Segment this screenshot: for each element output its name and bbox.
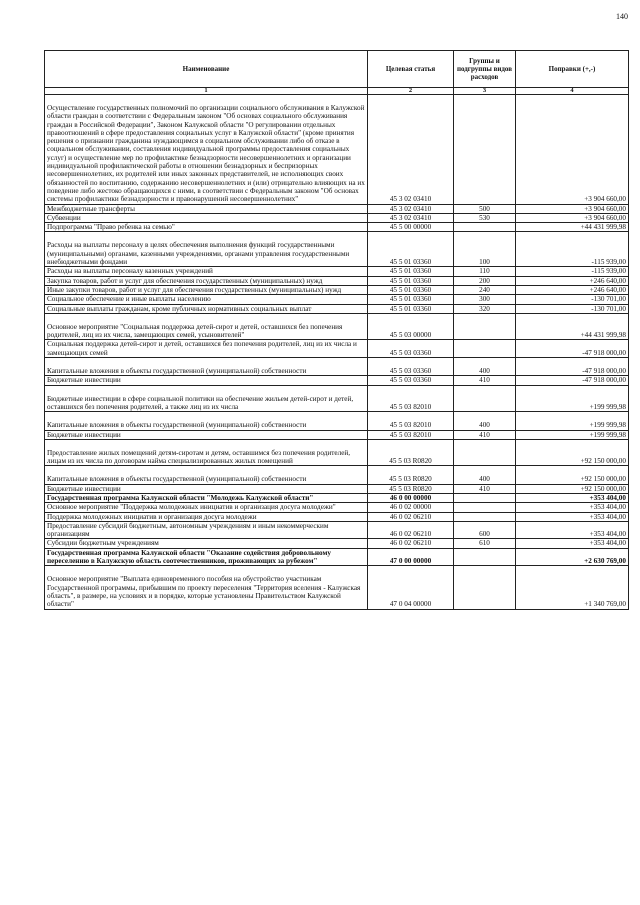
row-code: 45 3 02 03410	[368, 213, 454, 222]
row-amount: -115 939,00	[516, 267, 629, 276]
row-name: Социальные выплаты гражданам, кроме публичных нормативных социальных выплат	[45, 304, 368, 313]
row-group	[454, 566, 516, 609]
row-group: 530	[454, 213, 516, 222]
row-name: Субсидии бюджетным учреждениям	[45, 539, 368, 548]
row-amount: +92 150 000,00	[516, 466, 629, 484]
column-number-row	[45, 88, 629, 95]
row-name: Бюджетные инвестиции в сфере социальной политики на обеспечение жильем детей-сирот и детей, оставшихся без попечения родителей, а также лиц из их числа	[45, 385, 368, 412]
row-amount: -47 918 000,00	[516, 340, 629, 358]
row-code: 46 0 02 00000	[368, 503, 454, 512]
table-row	[45, 376, 629, 385]
row-group	[454, 223, 516, 232]
row-code: 45 3 02 03410	[368, 95, 454, 205]
row-name: Капитальные вложения в объекты государственной (муниципальной) собственности	[45, 358, 368, 376]
row-code: 46 0 02 06210	[368, 512, 454, 521]
row-group: 610	[454, 539, 516, 548]
row-code: 45 5 03 82010	[368, 430, 454, 439]
row-code: 45 5 01 03360	[368, 276, 454, 285]
row-amount: -115 939,00	[516, 232, 629, 267]
table-header-row	[45, 51, 629, 88]
row-group: 400	[454, 466, 516, 484]
row-code: 46 0 02 06210	[368, 539, 454, 548]
table-row	[45, 566, 629, 609]
row-amount: +2 630 769,00	[516, 548, 629, 566]
table-row	[45, 213, 629, 222]
row-amount: +199 999,98	[516, 412, 629, 430]
table-row	[45, 232, 629, 267]
row-amount: +3 904 660,00	[516, 213, 629, 222]
row-amount: +353 404,00	[516, 512, 629, 521]
row-amount: +1 340 769,00	[516, 566, 629, 609]
table-row	[45, 466, 629, 484]
row-group	[454, 548, 516, 566]
table-row	[45, 340, 629, 358]
row-code: 47 0 00 00000	[368, 548, 454, 566]
row-name: Капитальные вложения в объекты государственной (муниципальной) собственности	[45, 412, 368, 430]
row-code: 45 5 03 00000	[368, 313, 454, 340]
row-code: 45 5 01 03360	[368, 285, 454, 294]
column-number: 2	[368, 88, 454, 95]
row-amount: -130 701,00	[516, 304, 629, 313]
row-group: 400	[454, 412, 516, 430]
column-number: 1	[45, 88, 368, 95]
row-name: Основное мероприятие "Поддержка молодежных инициатив и организация досуга молодежи"	[45, 503, 368, 512]
row-name: Поддержка молодежных инициатив и организация досуга молодежи	[45, 512, 368, 521]
row-group	[454, 512, 516, 521]
row-group: 200	[454, 276, 516, 285]
table-row	[45, 503, 629, 512]
row-name: Закупка товаров, работ и услуг для обеспечения государственных (муниципальных) нужд	[45, 276, 368, 285]
table-row	[45, 385, 629, 412]
row-amount: -47 918 000,00	[516, 376, 629, 385]
column-number: 4	[516, 88, 629, 95]
row-name: Предоставление жилых помещений детям-сиротам и детям, оставшимся без попечения родителей, лицам из их числа по договорам найма специализированных жилых помещений	[45, 439, 368, 466]
row-amount: +92 150 000,00	[516, 484, 629, 493]
row-amount: +3 904 660,00	[516, 204, 629, 213]
row-code: 45 5 03 R0820	[368, 484, 454, 493]
row-group: 110	[454, 267, 516, 276]
row-amount: +199 999,98	[516, 430, 629, 439]
row-amount: -47 918 000,00	[516, 358, 629, 376]
row-name: Бюджетные инвестиции	[45, 484, 368, 493]
table-row	[45, 304, 629, 313]
row-group	[454, 493, 516, 502]
table-row	[45, 548, 629, 566]
row-name: Государственная программа Калужской области "Молодежь Калужской области"	[45, 493, 368, 502]
row-name: Бюджетные инвестиции	[45, 430, 368, 439]
row-name: Социальная поддержка детей-сирот и детей, оставшихся без попечения родителей, лиц из их числа и замещающих семей	[45, 340, 368, 358]
row-group: 410	[454, 376, 516, 385]
row-amount: +199 999,98	[516, 385, 629, 412]
row-name: Капитальные вложения в объекты государственной (муниципальной) собственности	[45, 466, 368, 484]
row-group: 500	[454, 204, 516, 213]
row-amount: +353 404,00	[516, 539, 629, 548]
row-code: 45 3 02 03410	[368, 204, 454, 213]
table-row	[45, 412, 629, 430]
row-amount: +3 904 660,00	[516, 95, 629, 205]
row-amount: -130 701,00	[516, 295, 629, 304]
row-group: 300	[454, 295, 516, 304]
row-code: 45 5 00 00000	[368, 223, 454, 232]
page-number: 140	[616, 12, 628, 21]
row-amount: +44 431 999,98	[516, 223, 629, 232]
table-row	[45, 313, 629, 340]
row-amount: +246 640,00	[516, 285, 629, 294]
row-group	[454, 313, 516, 340]
row-code: 45 5 03 R0820	[368, 439, 454, 466]
row-group: 410	[454, 484, 516, 493]
row-group: 240	[454, 285, 516, 294]
row-code: 45 5 03 82010	[368, 385, 454, 412]
row-name: Государственная программа Калужской области "Оказание содействия добровольному переселению в Калужскую область соотечественников, проживающих за рубежом"	[45, 548, 368, 566]
row-code: 46 0 00 00000	[368, 493, 454, 502]
row-code: 45 5 01 03360	[368, 304, 454, 313]
row-name: Расходы на выплаты персоналу в целях обеспечения выполнения функций государственными (муниципальными) органами, казенными учреждениями, органами управления государственными внебюджетными фондами	[45, 232, 368, 267]
header-name: Наименование	[45, 51, 368, 88]
row-name: Основное мероприятие "Социальная поддержка детей-сирот и детей, оставшихся без попечения родителей, лиц из их числа, замещающих семей, усыновителей"	[45, 313, 368, 340]
header-code: Целевая статья	[368, 51, 454, 88]
table-row	[45, 430, 629, 439]
table-body	[45, 95, 629, 610]
row-group: 410	[454, 430, 516, 439]
row-name: Иные закупки товаров, работ и услуг для обеспечения государственных (муниципальных) нужд	[45, 285, 368, 294]
row-amount: +353 404,00	[516, 493, 629, 502]
row-name: Бюджетные инвестиции	[45, 376, 368, 385]
row-amount: +246 640,00	[516, 276, 629, 285]
row-name: Предоставление субсидий бюджетным, автономным учреждениям и иным некоммерческим организациям	[45, 521, 368, 539]
table-row	[45, 484, 629, 493]
row-name: Основное мероприятие "Выплата единовременного пособия на обустройство участникам Государственной программы, прибывшим по проекту переселения "Территория вселения - Калужская область", в размере, на условиях и в порядке, которые установлены Правительством Калужской области"	[45, 566, 368, 609]
row-group	[454, 439, 516, 466]
row-name: Расходы на выплаты персоналу казенных учреждений	[45, 267, 368, 276]
table-row	[45, 512, 629, 521]
row-name: Субвенции	[45, 213, 368, 222]
row-group: 320	[454, 304, 516, 313]
row-group: 400	[454, 358, 516, 376]
row-group	[454, 503, 516, 512]
column-number: 3	[454, 88, 516, 95]
table-row	[45, 521, 629, 539]
table-row	[45, 285, 629, 294]
row-code: 45 5 03 R0820	[368, 466, 454, 484]
table-row	[45, 267, 629, 276]
row-group	[454, 340, 516, 358]
row-code: 45 5 01 03360	[368, 267, 454, 276]
row-code: 45 5 01 03360	[368, 295, 454, 304]
table-row	[45, 204, 629, 213]
table-row	[45, 223, 629, 232]
table-row	[45, 358, 629, 376]
row-amount: +92 150 000,00	[516, 439, 629, 466]
row-code: 45 5 03 82010	[368, 412, 454, 430]
table-row	[45, 539, 629, 548]
row-code: 47 0 04 00000	[368, 566, 454, 609]
table-row	[45, 493, 629, 502]
row-amount: +44 431 999,98	[516, 313, 629, 340]
row-code: 45 5 01 03360	[368, 232, 454, 267]
table-row	[45, 439, 629, 466]
header-group: Группы и подгруппы видов расходов	[454, 51, 516, 88]
row-group: 100	[454, 232, 516, 267]
row-group	[454, 95, 516, 205]
table-row	[45, 276, 629, 285]
row-code: 46 0 02 06210	[368, 521, 454, 539]
row-group: 600	[454, 521, 516, 539]
row-name: Осуществление государственных полномочий по организации социального обслуживания в Калужской области граждан в соответствии с Федеральным законом "Об основах социального обслуживания граждан в Российской Федерации", Законом Калужской области "О регулировании отдельных правоотношений в сфере предоставления социальных услуг в Калужской области" (кроме принятия решения о признании гражданина нуждающимся в социальном обслуживании либо об отказе в социальном обслуживании, составления индивидуальной программы предоставления социальных услуг) и осуществление мер по профилактике безнадзорности несовершеннолетних и организации индивидуальной профилактической работы в отношении безнадзорных и беспризорных несовершеннолетних, их родителей или иных законных представителей, не исполняющих своих обязанностей по воспитанию, содержанию несовершеннолетних и (или) отрицательно влияющих на их поведение либо жестоко обращающихся с ними, в соответствии с Федеральным законом "Об основах системы профилактики безнадзорности и правонарушений несовершеннолетних"	[45, 95, 368, 205]
row-amount: +353 404,00	[516, 503, 629, 512]
budget-amendments-table	[44, 50, 629, 610]
row-group	[454, 385, 516, 412]
row-name: Межбюджетные трансферты	[45, 204, 368, 213]
table-row	[45, 95, 629, 205]
row-name: Подпрограмма "Право ребенка на семью"	[45, 223, 368, 232]
row-name: Социальное обеспечение и иные выплаты населению	[45, 295, 368, 304]
table-row	[45, 295, 629, 304]
row-code: 45 5 03 03360	[368, 340, 454, 358]
header-amount: Поправки (+,-)	[516, 51, 629, 88]
row-amount: +353 404,00	[516, 521, 629, 539]
row-code: 45 5 03 03360	[368, 376, 454, 385]
row-code: 45 5 03 03360	[368, 358, 454, 376]
